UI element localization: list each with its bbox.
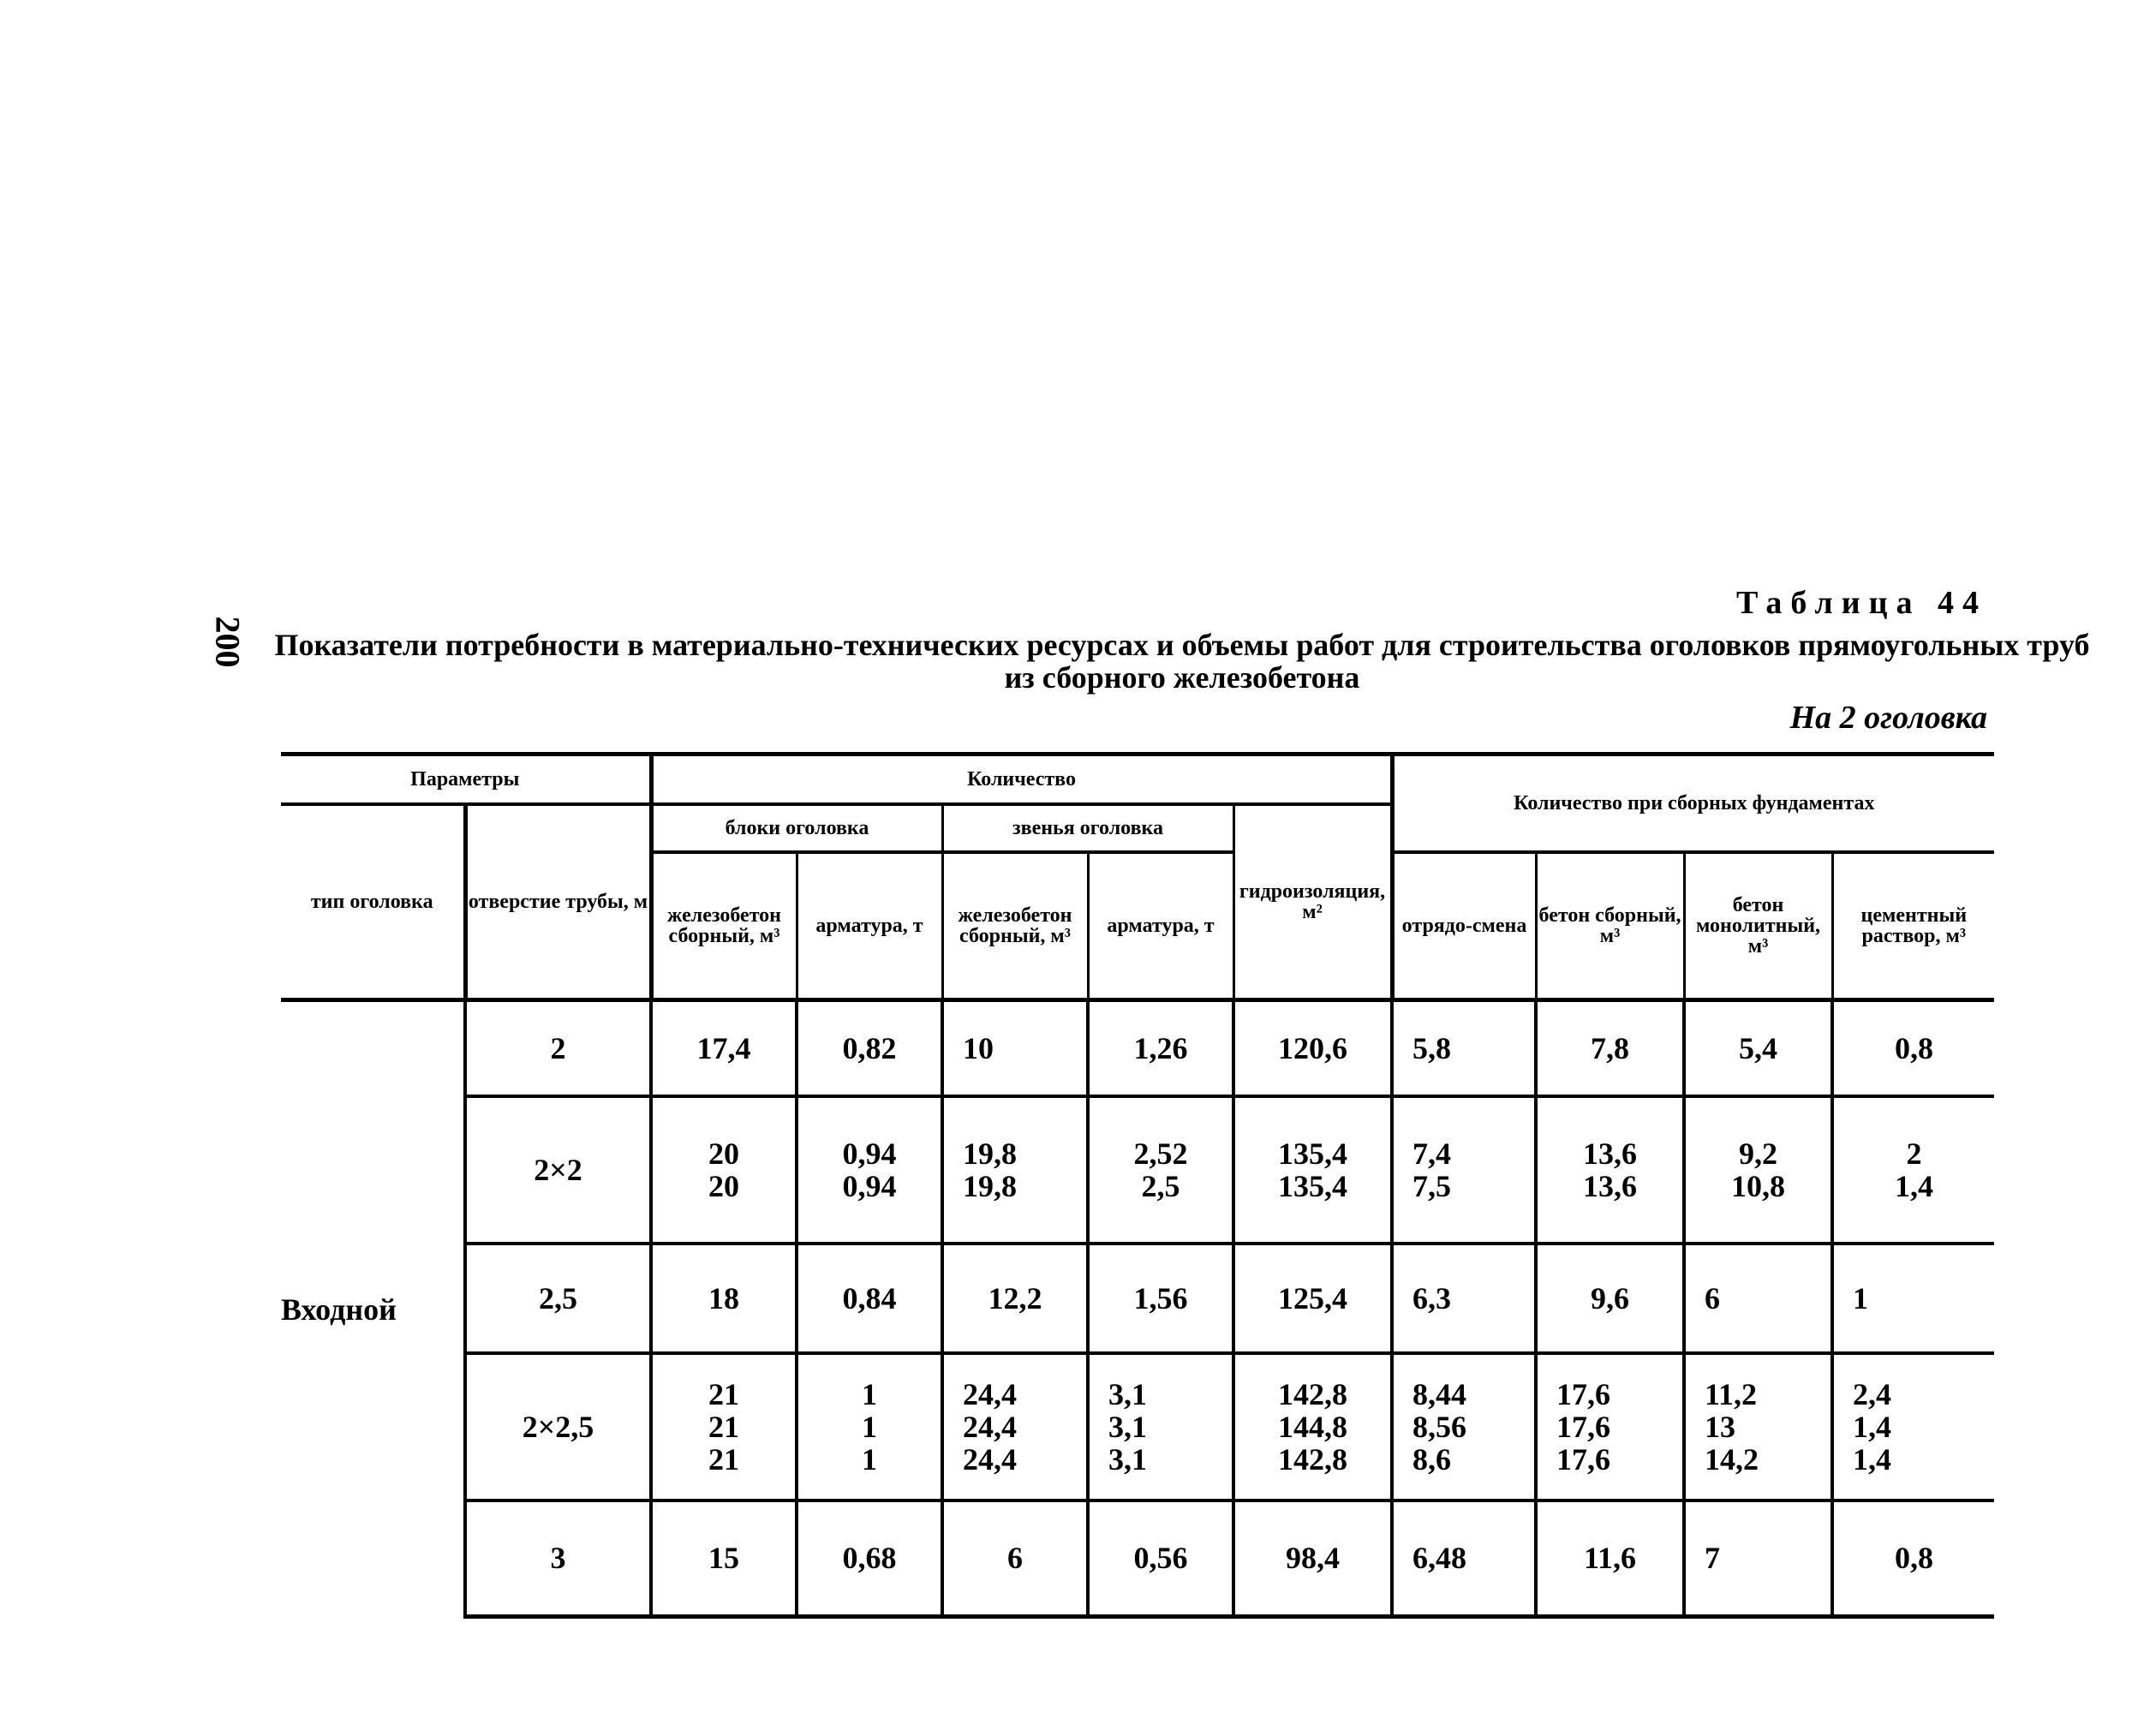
header-rebar-links: арматура, т <box>1088 852 1233 1000</box>
concrete-monolith-value: 6 <box>1684 1244 1832 1353</box>
rc-prefab-links-value: 19,8 19,8 <box>942 1096 1088 1244</box>
opening-value: 2×2,5 <box>465 1353 651 1500</box>
cement-mortar-value: 2,4 1,4 1,4 <box>1832 1353 1994 1500</box>
header-quantity: Количество <box>651 755 1392 805</box>
page-number: 200 <box>208 616 248 668</box>
header-opening: отверстие трубы, м <box>465 804 651 1000</box>
header-head-type: тип оголовка <box>310 891 433 913</box>
rebar-links-value: 0,56 <box>1088 1500 1233 1617</box>
waterproofing-value: 135,4 135,4 <box>1233 1096 1392 1244</box>
header-head-links: звенья оголовка <box>942 804 1233 852</box>
rc-prefab-blocks-value: 21 21 21 <box>651 1353 797 1500</box>
rebar-blocks-value: 0,94 0,94 <box>797 1096 942 1244</box>
header-waterproofing: гидроизоляция, м² <box>1233 804 1392 1000</box>
rc-prefab-links-value: 12,2 <box>942 1244 1088 1353</box>
cement-mortar-value: 1 <box>1832 1244 1994 1353</box>
table-note: На 2 оголовка <box>1789 700 1987 736</box>
crew-shift-value: 6,48 <box>1392 1500 1536 1617</box>
header-params: Параметры <box>281 755 651 805</box>
concrete-monolith-value: 11,2 13 14,2 <box>1684 1353 1832 1500</box>
header-rebar-blocks: арматура, т <box>797 852 942 1000</box>
table-row <box>281 1353 1994 1500</box>
waterproofing-value: 120,6 <box>1233 1000 1392 1096</box>
waterproofing-value: 125,4 <box>1233 1244 1392 1353</box>
concrete-prefab-value: 7,8 <box>1536 1000 1684 1096</box>
header-head-blocks: блоки оголовка <box>651 804 942 852</box>
opening-value: 2 <box>465 1000 651 1096</box>
table-row <box>281 1244 1994 1353</box>
rc-prefab-links-value: 6 <box>942 1500 1088 1617</box>
rebar-blocks-value: 1 1 1 <box>797 1353 942 1500</box>
rebar-links-value: 1,26 <box>1088 1000 1233 1096</box>
cement-mortar-value: 2 1,4 <box>1832 1096 1994 1244</box>
header-cement-mortar: цементный раствор, м³ <box>1832 852 1994 1000</box>
header-quantity-prefab: Количество при сборных фундаментах <box>1392 755 1994 853</box>
cement-mortar-value: 0,8 <box>1832 1500 1994 1617</box>
crew-shift-value: 7,4 7,5 <box>1392 1096 1536 1244</box>
table-label: Таблица 44 <box>1735 585 1987 621</box>
rebar-links-value: 3,1 3,1 3,1 <box>1088 1353 1233 1500</box>
table-row <box>281 1000 1994 1096</box>
header-concrete-monolith: бетон монолитный, м³ <box>1684 852 1832 1000</box>
table-row <box>281 1500 1994 1617</box>
waterproofing-value: 98,4 <box>1233 1500 1392 1617</box>
concrete-prefab-value: 9,6 <box>1536 1244 1684 1353</box>
concrete-monolith-value: 7 <box>1684 1500 1832 1617</box>
rebar-blocks-value: 0,68 <box>797 1500 942 1617</box>
header-rc-prefab-blocks: железобетон сборный, м³ <box>651 852 797 1000</box>
crew-shift-value: 8,44 8,56 8,6 <box>1392 1353 1536 1500</box>
head-type-value: Входной <box>281 1000 465 1617</box>
header-concrete-prefab: бетон сборный, м³ <box>1536 852 1684 1000</box>
opening-value: 2×2 <box>465 1096 651 1244</box>
header-rc-prefab-links: железобетон сборный, м³ <box>942 852 1088 1000</box>
rc-prefab-links-value: 10 <box>942 1000 1088 1096</box>
rc-prefab-blocks-value: 17,4 <box>651 1000 797 1096</box>
concrete-monolith-value: 5,4 <box>1684 1000 1832 1096</box>
opening-value: 3 <box>465 1500 651 1617</box>
cement-mortar-value: 0,8 <box>1832 1000 1994 1096</box>
concrete-prefab-value: 17,6 17,6 17,6 <box>1536 1353 1684 1500</box>
crew-shift-value: 5,8 <box>1392 1000 1536 1096</box>
concrete-monolith-value: 9,2 10,8 <box>1684 1096 1832 1244</box>
crew-shift-value: 6,3 <box>1392 1244 1536 1353</box>
waterproofing-value: 142,8 144,8 142,8 <box>1233 1353 1392 1500</box>
rc-prefab-blocks-value: 20 20 <box>651 1096 797 1244</box>
rebar-blocks-value: 0,84 <box>797 1244 942 1353</box>
table-row <box>281 1096 1994 1244</box>
rebar-blocks-value: 0,82 <box>797 1000 942 1096</box>
concrete-prefab-value: 13,6 13,6 <box>1536 1096 1684 1244</box>
resources-table <box>281 752 1994 1619</box>
concrete-prefab-value: 11,6 <box>1536 1500 1684 1617</box>
header-crew-shift: отрядо-смена <box>1392 852 1536 1000</box>
rc-prefab-blocks-value: 15 <box>651 1500 797 1617</box>
rebar-links-value: 2,52 2,5 <box>1088 1096 1233 1244</box>
rc-prefab-blocks-value: 18 <box>651 1244 797 1353</box>
opening-value: 2,5 <box>465 1244 651 1353</box>
rc-prefab-links-value: 24,4 24,4 24,4 <box>942 1353 1088 1500</box>
table-caption: Показатели потребности в материально-технических ресурсах и объемы работ для строительства оголовков прямоугольных труб из сборного железобетона <box>274 628 2090 695</box>
rebar-links-value: 1,56 <box>1088 1244 1233 1353</box>
